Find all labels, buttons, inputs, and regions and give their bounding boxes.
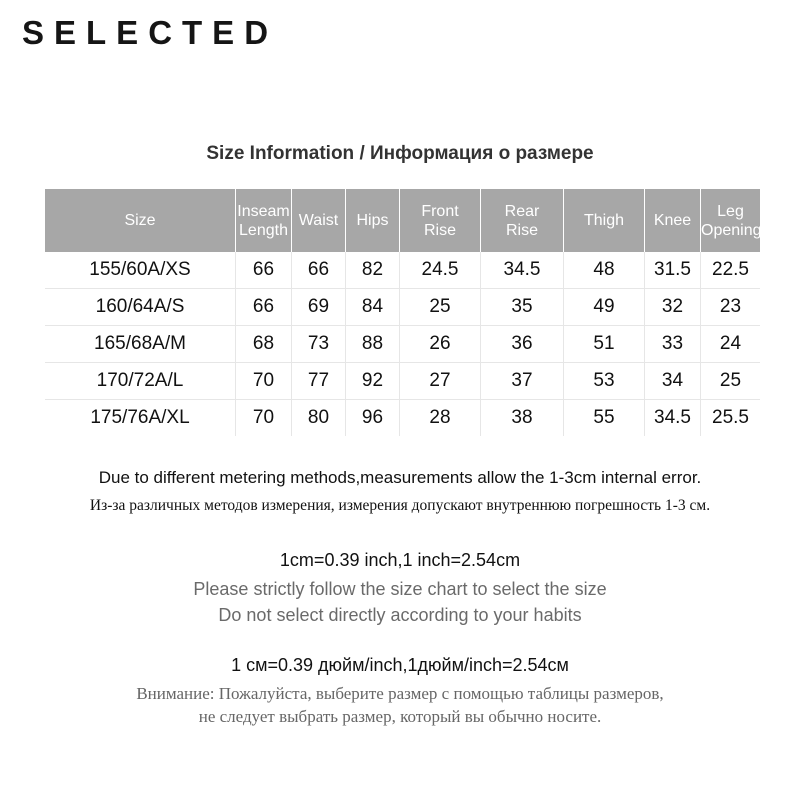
cell-rear-rise: 34.5 xyxy=(481,252,564,289)
cell-thigh: 53 xyxy=(564,363,645,400)
cell-knee: 34.5 xyxy=(645,400,701,436)
header-label: Opening xyxy=(701,221,762,239)
table-row xyxy=(45,252,760,289)
cell-hips: 92 xyxy=(346,363,400,400)
header-size xyxy=(45,189,236,252)
cell-front-rise: 27 xyxy=(400,363,481,400)
cell-leg-opening: 25.5 xyxy=(712,407,749,428)
header-rear-rise xyxy=(481,189,564,252)
cell-inseam-length: 70 xyxy=(236,400,292,436)
cell-hips: 82 xyxy=(346,252,400,289)
cell-thigh: 49 xyxy=(564,289,645,326)
cell-rear-rise: 35 xyxy=(481,289,564,326)
cell-knee: 34 xyxy=(645,363,701,400)
cell-size: 160/64A/S xyxy=(45,289,236,326)
cell-leg-opening: 22.5 xyxy=(701,252,760,289)
cell-size: 155/60A/XS xyxy=(45,252,236,289)
cell-rear-rise: 37 xyxy=(481,363,564,400)
cell-rear-rise: 38 xyxy=(481,400,564,436)
no-habits-note: Do not select directly according to your habits xyxy=(218,605,582,625)
header-front-rise xyxy=(400,189,481,252)
cell-front-rise: 24.5 xyxy=(400,252,481,289)
cell-front-rise: 28 xyxy=(400,400,481,436)
header-knee xyxy=(645,189,701,252)
cell-thigh: 51 xyxy=(564,326,645,363)
header-label: Waist xyxy=(298,212,339,229)
header-label: Hips xyxy=(356,212,389,229)
cell-waist: 80 xyxy=(292,400,346,436)
header-label: Rear xyxy=(504,202,540,220)
table-header-row xyxy=(45,189,760,252)
cell-rear-rise: 36 xyxy=(481,326,564,363)
cell-inseam-length: 70 xyxy=(236,363,292,400)
header-label: Thigh xyxy=(583,212,625,229)
warning-ru-line-1: Внимание: Пожалуйста, выберите размер с помощью таблицы размеров, xyxy=(136,684,664,703)
cell-waist: 69 xyxy=(292,289,346,326)
table-row xyxy=(45,326,760,363)
header-label: Knee xyxy=(653,212,692,229)
header-label: Rise xyxy=(505,221,538,239)
size-table xyxy=(45,189,760,436)
header-leg-opening xyxy=(701,189,760,252)
header-label: Leg xyxy=(717,202,744,220)
header-label: Size xyxy=(124,212,156,229)
table-row xyxy=(45,289,760,326)
cell-waist: 77 xyxy=(292,363,346,400)
header-label: Length xyxy=(239,221,288,239)
header-inseam-length xyxy=(236,189,292,252)
cell-waist: 66 xyxy=(292,252,346,289)
cell-inseam-length: 66 xyxy=(236,252,292,289)
follow-chart-note: Please strictly follow the size chart to select the size xyxy=(193,579,607,599)
header-hips xyxy=(346,189,400,252)
cell-size: 165/68A/M xyxy=(45,326,236,363)
cell-size: 170/72A/L xyxy=(45,363,236,400)
cell-inseam-length: 66 xyxy=(236,289,292,326)
cell-waist: 73 xyxy=(292,326,346,363)
table-row xyxy=(45,363,760,400)
unit-conversion-ru: 1 см=0.39 дюйм/inch,1дюйм/inch=2.54см xyxy=(231,655,569,675)
table-row xyxy=(45,400,760,436)
measurement-error-note-ru: Из-за различных методов измерения, измерения допускают внутреннюю погрешность 1-3 см. xyxy=(89,497,711,514)
cell-thigh: 55 xyxy=(564,400,645,436)
cell-front-rise: 25 xyxy=(400,289,481,326)
cell-hips: 96 xyxy=(346,400,400,436)
header-label: Rise xyxy=(423,221,456,239)
cell-thigh: 48 xyxy=(564,252,645,289)
cell-knee: 31.5 xyxy=(645,252,701,289)
cell-hips: 88 xyxy=(346,326,400,363)
cell-inseam-length: 68 xyxy=(236,326,292,363)
cell-size: 175/76A/XL xyxy=(45,400,236,436)
measurement-error-note: Due to different metering methods,measurements allow the 1-3cm internal error. xyxy=(98,468,702,487)
cell-knee: 32 xyxy=(645,289,701,326)
cell-leg-opening: 24 xyxy=(701,326,760,363)
cell-hips: 84 xyxy=(346,289,400,326)
brand-logo: SELECTED xyxy=(22,14,279,51)
header-waist xyxy=(292,189,346,252)
unit-conversion: 1cm=0.39 inch,1 inch=2.54cm xyxy=(279,550,521,570)
header-label: Front xyxy=(421,202,459,220)
cell-leg-opening: 23 xyxy=(701,289,760,326)
warning-ru-line-2: не следует выбрать размер, который вы обычно носите. xyxy=(198,707,602,726)
header-label: Inseam xyxy=(237,202,290,220)
cell-knee: 33 xyxy=(645,326,701,363)
cell-leg-opening: 25 xyxy=(701,363,760,400)
size-info-title: Size Information / Информация о размере xyxy=(206,143,594,164)
table-body xyxy=(45,252,760,436)
cell-front-rise: 26 xyxy=(400,326,481,363)
header-thigh xyxy=(564,189,645,252)
